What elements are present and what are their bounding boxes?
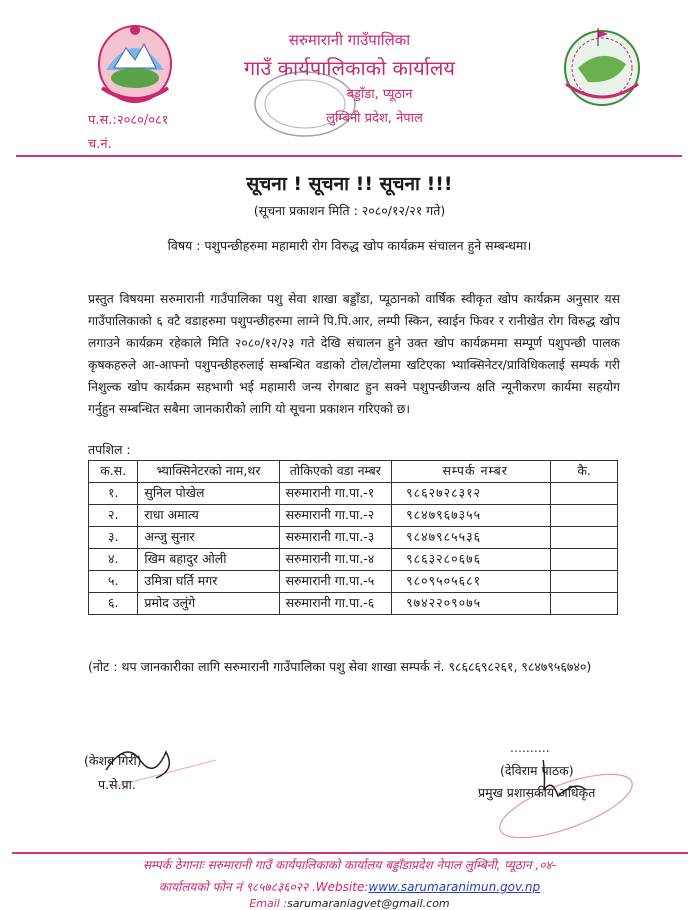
website-link[interactable]: www.sarumaranimun.gov.np bbox=[368, 880, 541, 894]
left-signatory-name: (केशब गिरी) bbox=[84, 753, 142, 768]
row-name: राधा अमात्य bbox=[138, 505, 279, 527]
row-ward: सरुमारानी गा.पा.-१ bbox=[279, 483, 392, 505]
details-label: तपशिल : bbox=[88, 442, 131, 457]
header-phone: सम्पर्क नम्बर bbox=[392, 461, 551, 483]
email-link[interactable]: sarumaraniagvet@gmail.com bbox=[287, 897, 450, 910]
notice-title: सूचना ! सूचना !! सूचना !!! bbox=[246, 173, 453, 195]
dispatch-number: च.नं. bbox=[88, 137, 112, 152]
row-sn: ५. bbox=[89, 571, 138, 593]
email-label: Email : bbox=[249, 897, 288, 910]
office-stamp bbox=[250, 68, 360, 140]
notice-subject: विषय : पशुपन्छीहरुमा महामारी रोग विरुद्ध खोप कार्यक्रम संचालन हुने सम्बन्धमा। bbox=[167, 238, 532, 253]
table-row bbox=[89, 483, 618, 505]
office-name: गाउँ कार्यपालिकाको कार्यालय bbox=[243, 56, 456, 80]
row-name: उमित्रा घर्ति मगर bbox=[138, 571, 279, 593]
header-name: भ्याक्सिनेटरको नाम,थर bbox=[138, 461, 279, 483]
row-remark bbox=[551, 593, 618, 615]
row-name: सुनिल पोखेल bbox=[138, 483, 279, 505]
signature-line: .......... bbox=[510, 740, 550, 755]
row-ward: सरुमारानी गा.पा.-३ bbox=[279, 527, 392, 549]
row-ward: सरुमारानी गा.पा.-२ bbox=[279, 505, 392, 527]
row-phone: ९८६२७२८३१२ bbox=[392, 483, 551, 505]
notice-body: प्रस्तुत विषयमा सरुमारानी गाउँपालिका पशु सेवा शाखा बड्डाँडा, प्यूठानको वार्षिक स्वीकृत खोप कार्यक्रम अनुसार यस गाउँपालिकाको ६ वटै वडाहरुमा पशुपन्छीहरुमा लाग्ने पि.पि.आर, लम्पी स्किन, स्वाईन फिवर र रानीखेत रोग विरुद्ध खोप लगाउने कार्यक्रम रहेकाले मिति २०८०/१२/२३ गते देखि संचालन हुने उक्त खोप कार्यक्रममा सम्पूर्ण पशुपन्छी पालक कृषकहरुले आ-आफ्नो पशुपन्छीहरुलाई सम्बन्धित वडाको टोल/टोलमा खटिएका भ्याक्सिनेटर/प्राविधिकलाई सम्पर्क गरी निशुल्क खोप कार्यक्रम सहभागी भई महामारी जन्य रोगबाट हुन सक्ने पशुपन्छीजन्य क्षति न्यूनीकरण कार्यमा सहयोग गर्नुहुन सम्बन्धित सबैमा जानकारीको लागि यो सूचना प्रकाशन गरिएको छ। bbox=[88, 292, 620, 416]
footer-phone: कार्यालयको फोन नं ९८५७८३६०२२ .Website: bbox=[158, 880, 369, 894]
row-name: खिम बहादुर ओली bbox=[138, 549, 279, 571]
row-phone: ९८४७९८५५३६ bbox=[392, 527, 551, 549]
table-row bbox=[89, 571, 618, 593]
table-row bbox=[89, 505, 618, 527]
row-name: अन्जु सुनार bbox=[138, 527, 279, 549]
header-remark: कै. bbox=[551, 461, 618, 483]
row-remark bbox=[551, 527, 618, 549]
left-signatory-title: प.से.प्रा. bbox=[98, 777, 136, 792]
row-ward: सरुमारानी गा.पा.-४ bbox=[279, 549, 392, 571]
row-ward: सरुमारानी गा.पा.-६ bbox=[279, 593, 392, 615]
right-signatory-title: प्रमुख प्रशासकीय अधिकृत bbox=[478, 785, 596, 800]
notice-date: (सूचना प्रकाशन मिति : २०८०/१२/२१ गते) bbox=[253, 203, 446, 218]
row-remark bbox=[551, 571, 618, 593]
row-remark bbox=[551, 483, 618, 505]
row-sn: ४. bbox=[89, 549, 138, 571]
row-phone: ९८०९५०५६८१ bbox=[392, 571, 551, 593]
row-sn: ३. bbox=[89, 527, 138, 549]
footer-email-line bbox=[0, 897, 699, 910]
row-sn: २. bbox=[89, 505, 138, 527]
office-address: बड्डाँडा, प्यूठान bbox=[346, 87, 413, 102]
header-sn: क.स. bbox=[89, 461, 138, 483]
row-phone: ९७४२२०९०७५ bbox=[392, 593, 551, 615]
footer-contact bbox=[0, 878, 699, 895]
row-remark bbox=[551, 549, 618, 571]
vaccinator-table bbox=[88, 460, 618, 615]
header-divider bbox=[16, 155, 682, 157]
footer-address: सम्पर्क ठेगानाः सरुमारानी गाउँ कार्यपालिकाको कार्यालय बड्डाँडाप्रदेश नेपाल लुम्बिनी, प्यूठान ,०४- bbox=[142, 858, 557, 872]
header-ward: तोकिएको वडा नम्बर bbox=[279, 461, 392, 483]
right-signatory-name: (देविराम पाठक) bbox=[500, 763, 574, 778]
footer-divider bbox=[12, 852, 688, 854]
office-province: लुम्बिनी प्रदेश, नेपाल bbox=[326, 111, 423, 126]
row-name: प्रमोद उलुंगे bbox=[138, 593, 279, 615]
row-remark bbox=[551, 505, 618, 527]
table-row bbox=[89, 549, 618, 571]
contact-note: (नोट : थप जानकारीका लागि सरुमारानी गाउँपालिका पशु सेवा शाखा सम्पर्क नं. ९८६८६९८२६१, ९८४७९५६७४०) bbox=[88, 659, 592, 674]
reference-number: प.स.:२०८०/०८१ bbox=[88, 113, 169, 128]
row-phone: ९८४७९६७३५५ bbox=[392, 505, 551, 527]
table-header-row bbox=[89, 461, 618, 483]
row-phone: ९८६३२८०६७६ bbox=[392, 549, 551, 571]
table-row bbox=[89, 527, 618, 549]
row-ward: सरुमारानी गा.पा.-५ bbox=[279, 571, 392, 593]
table-row bbox=[89, 593, 618, 615]
row-sn: १. bbox=[89, 483, 138, 505]
municipality-name: सरुमारानी गाउँपालिका bbox=[288, 31, 411, 49]
row-sn: ६. bbox=[89, 593, 138, 615]
